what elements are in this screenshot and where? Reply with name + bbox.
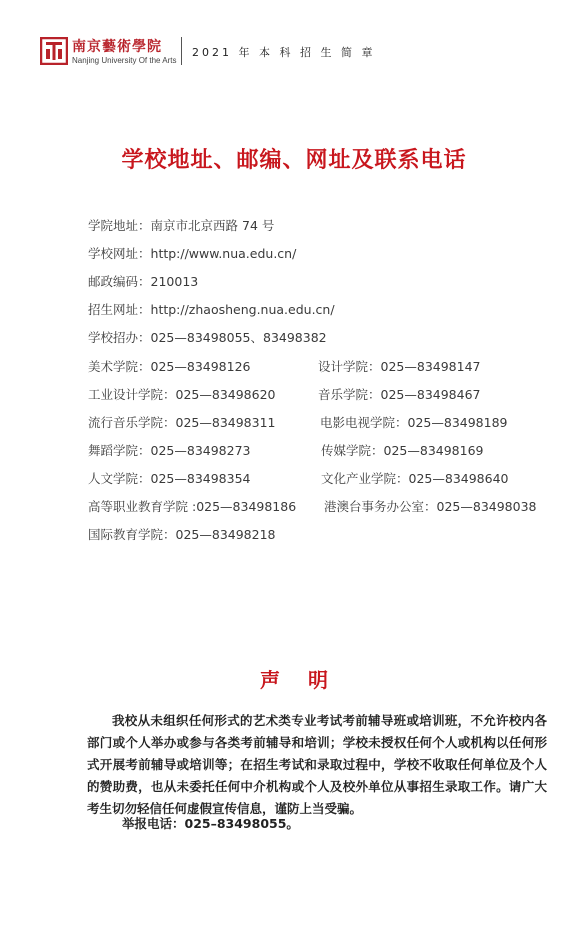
dept-contact — [320, 413, 508, 431]
dept-label: 高等职业教育学院 : — [88, 499, 197, 514]
info-website — [88, 244, 296, 262]
dept-contact — [88, 497, 296, 515]
dept-phone: 025—83498147 — [380, 359, 481, 374]
info-label: 学校招办： — [88, 330, 151, 345]
dept-phone: 025—83498038 — [436, 499, 537, 514]
dept-label: 流行音乐学院： — [88, 415, 176, 430]
dept-label: 音乐学院： — [318, 387, 381, 402]
dept-contact — [88, 357, 251, 375]
info-postcode — [88, 272, 198, 290]
dept-label: 国际教育学院： — [88, 527, 176, 542]
dept-phone: 025—83498467 — [380, 387, 481, 402]
dept-phone: 025—83498640 — [408, 471, 509, 486]
dept-contact — [88, 469, 251, 487]
university-logo-icon — [40, 37, 68, 65]
dept-label: 电影电视学院： — [320, 415, 408, 430]
report-hotline: 举报电话：025–83498055。 — [122, 816, 299, 831]
info-value[interactable]: http://www.nua.edu.cn/ — [150, 246, 297, 261]
dept-label: 工业设计学院： — [88, 387, 176, 402]
info-value: 025—83498055、83498382 — [150, 330, 327, 345]
dept-contact — [318, 357, 481, 375]
dept-label: 设计学院： — [318, 359, 381, 374]
page-title: 学校地址、邮编、网址及联系电话 — [121, 147, 467, 173]
dept-label: 舞蹈学院： — [88, 443, 151, 458]
statement-body: 我校从未组织任何形式的艺术类专业考试考前辅导班或培训班，不允许校内各部门或个人举办或参与各类考前辅导和培训；学校未授权任何个人或机构以任何形式开展考前辅导或培训等；在招生考试和录取过程中，学校不收取任何单位及个人的赞助费，也从未委托任何中介机构或个人及校外单位从事招生录取工作。请广大考生切勿轻信任何虚假宣传信息，谨防上当受骗。 — [87, 713, 547, 816]
info-value: 南京市北京西路 74 号 — [150, 218, 275, 233]
dept-label: 文化产业学院： — [321, 471, 409, 486]
dept-phone: 025—83498189 — [407, 415, 508, 430]
info-admissions-office — [88, 328, 327, 346]
info-label: 学校网址： — [88, 246, 151, 261]
info-admissions-site — [88, 300, 335, 318]
info-label: 招生网址： — [88, 302, 151, 317]
dept-phone: 025—83498311 — [175, 415, 276, 430]
header-divider — [181, 37, 182, 65]
dept-label: 传媒学院： — [321, 443, 384, 458]
logo-chinese-name: 南京藝術學院 — [72, 39, 162, 55]
dept-phone: 025—83498354 — [150, 471, 251, 486]
dept-label: 港澳台事务办公室： — [324, 499, 437, 514]
dept-contact — [324, 497, 537, 515]
statement-title: 声明 — [260, 668, 356, 692]
dept-phone: 025—83498218 — [175, 527, 276, 542]
dept-phone: 025—83498169 — [383, 443, 484, 458]
info-address — [88, 216, 274, 234]
header-title: 2021 年 本 科 招 生 简 章 — [192, 46, 376, 59]
info-value: 210013 — [150, 274, 199, 289]
dept-contact — [318, 385, 481, 403]
dept-phone: 025—83498126 — [150, 359, 251, 374]
info-label: 学院地址： — [88, 218, 151, 233]
dept-contact — [88, 525, 276, 543]
dept-contact — [321, 441, 484, 459]
info-value[interactable]: http://zhaosheng.nua.edu.cn/ — [150, 302, 335, 317]
dept-phone: 025—83498620 — [175, 387, 276, 402]
info-label: 邮政编码： — [88, 274, 151, 289]
logo-english-name: Nanjing University Of the Arts — [72, 56, 177, 65]
dept-label: 人文学院： — [88, 471, 151, 486]
dept-contact — [321, 469, 509, 487]
dept-phone: 025—83498186 — [196, 499, 297, 514]
dept-contact — [88, 385, 276, 403]
dept-label: 美术学院： — [88, 359, 151, 374]
dept-phone: 025—83498273 — [150, 443, 251, 458]
dept-contact — [88, 413, 276, 431]
dept-contact — [88, 441, 251, 459]
